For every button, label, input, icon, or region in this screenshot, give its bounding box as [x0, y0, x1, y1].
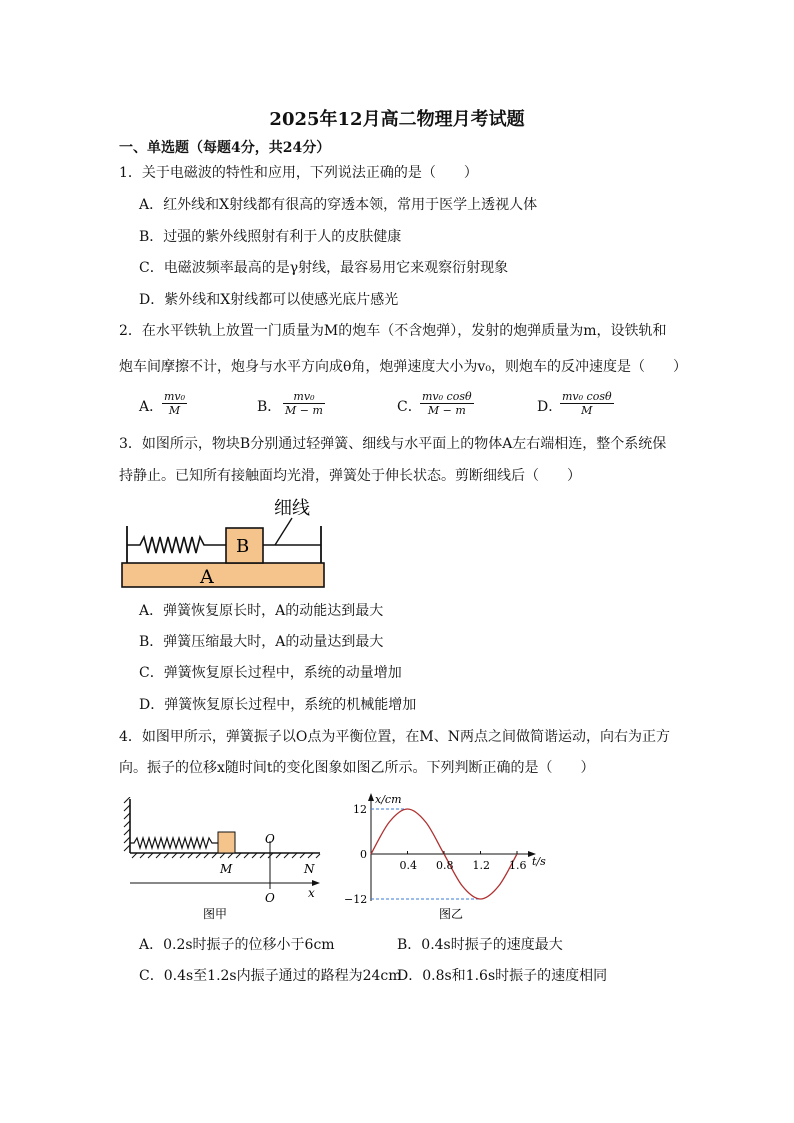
- q2-option-d-label: D．: [537, 399, 563, 415]
- q2-option-c-denominator: M − m: [427, 404, 466, 417]
- q1-option-b: B．过强的紫外线照射有利于人的皮肤健康: [139, 229, 402, 245]
- thread-pointer: [275, 518, 292, 545]
- spring: [127, 537, 226, 553]
- q2-option-c-fraction: [420, 390, 474, 417]
- q2-option-a-fraction: [162, 390, 187, 417]
- q2-option-b-denominator: M − m: [285, 404, 323, 417]
- q4-stem-line2: 向。振子的位移x随时间t的变化图象如图乙所示。下列判断正确的是（ ）: [119, 760, 595, 776]
- q2-option-c-numerator: mv₀ cosθ: [422, 390, 472, 403]
- q3-option-d: D．弹簧恢复原长过程中，系统的机械能增加: [139, 697, 417, 713]
- q3-stem-line2: 持静止。已知所有接触面均光滑，弹簧处于伸长状态。剪断细线后（ ）: [119, 468, 581, 484]
- q3-stem-line1: 3．如图所示，物块B分别通过轻弹簧、细线与水平面上的物体A左右端相连，整个系统保: [119, 436, 667, 452]
- q2-stem-line1: 2．在水平铁轨上放置一门质量为M的炮车（不含炮弹），发射的炮弹质量为m，设铁轨和: [119, 323, 667, 339]
- q4-figure-jia: [120, 797, 335, 927]
- q2-option-c-label: C．: [397, 399, 422, 415]
- origin-label: 0: [360, 848, 367, 861]
- q4-option-a: A．0.2s时振子的位移小于6cm: [139, 937, 335, 953]
- q3-option-b: B．弹簧压缩最大时，A的动量达到最大: [139, 634, 384, 650]
- x-tick-label: 0.8: [436, 859, 454, 872]
- q4-option-c: C．0.4s至1.2s内振子通过的路程为24cm: [139, 968, 402, 984]
- oscillator-block: [218, 832, 235, 853]
- y-axis-arrow: [368, 793, 374, 801]
- q2-option-b-label: B．: [257, 399, 282, 415]
- q4-option-b: B．0.4s时振子的速度最大: [397, 937, 563, 953]
- x-tick-label: 1.2: [472, 859, 490, 872]
- x-tick-label: 1.6: [509, 859, 527, 872]
- q1-stem: 1．关于电磁波的特性和应用，下列说法正确的是（ ）: [119, 165, 478, 181]
- q4-option-d: D．0.8s和1.6s时振子的速度相同: [397, 968, 608, 984]
- section-heading: 一、单选题（每题4分，共24分）: [119, 140, 331, 156]
- q2-stem-line2: 炮车间摩擦不计，炮身与水平方向成θ角，炮弹速度大小为v₀，则炮车的反冲速度是（ ）: [119, 359, 687, 375]
- block-a-label: A: [200, 566, 214, 588]
- spring: [130, 838, 218, 848]
- label-o-bottom: O: [265, 891, 275, 905]
- q2-option-a-numerator: mv₀: [164, 390, 186, 403]
- q2-option-d-denominator: M: [581, 404, 593, 417]
- x-tick-label: 0.4: [399, 859, 417, 872]
- thread-label: 细线: [274, 498, 310, 519]
- x-axis-label: t/s: [532, 855, 546, 868]
- q2-option-b-fraction: [283, 390, 325, 417]
- block-a: [122, 563, 324, 587]
- q1-option-d: D．紫外线和X射线都可以使感光底片感光: [139, 292, 399, 308]
- label-n: N: [304, 862, 315, 876]
- q4-figure-yi: [340, 787, 560, 927]
- q2-option-d-numerator: mv₀ cosθ: [562, 390, 612, 403]
- q1-option-a: A．红外线和X射线都有很高的穿透本领，常用于医学上透视人体: [139, 197, 538, 213]
- page-title: 2025年12月高二物理月考试题: [269, 109, 525, 130]
- q2-option-a-label: A．: [139, 399, 164, 415]
- q2-option-a-denominator: M: [168, 404, 181, 417]
- q3-figure: [118, 492, 333, 592]
- y-axis-label: x/cm: [375, 793, 402, 806]
- label-x: x: [308, 886, 315, 900]
- block-b-label: B: [236, 536, 250, 557]
- q2-option-d-fraction: [560, 390, 614, 417]
- q4-stem-line1: 4．如图甲所示，弹簧振子以O点为平衡位置，在M、N两点之间做简谐运动，向右为正方: [119, 729, 670, 745]
- y-tick-label: −12: [344, 893, 368, 906]
- q2-option-b-numerator: mv₀: [283, 390, 325, 404]
- caption-yi: 图乙: [439, 907, 464, 921]
- caption-jia: 图甲: [203, 907, 228, 921]
- q3-option-c: C．弹簧恢复原长过程中，系统的动量增加: [139, 665, 402, 681]
- q1-option-c: C．电磁波频率最高的是γ射线，最容易用它来观察衍射现象: [139, 260, 509, 276]
- q3-option-a: A．弹簧恢复原长时，A的动能达到最大: [139, 603, 384, 619]
- y-tick-label: 12: [353, 803, 367, 816]
- label-o-top: O: [265, 832, 275, 846]
- label-m: M: [220, 862, 233, 876]
- wall-hatching: [124, 797, 130, 851]
